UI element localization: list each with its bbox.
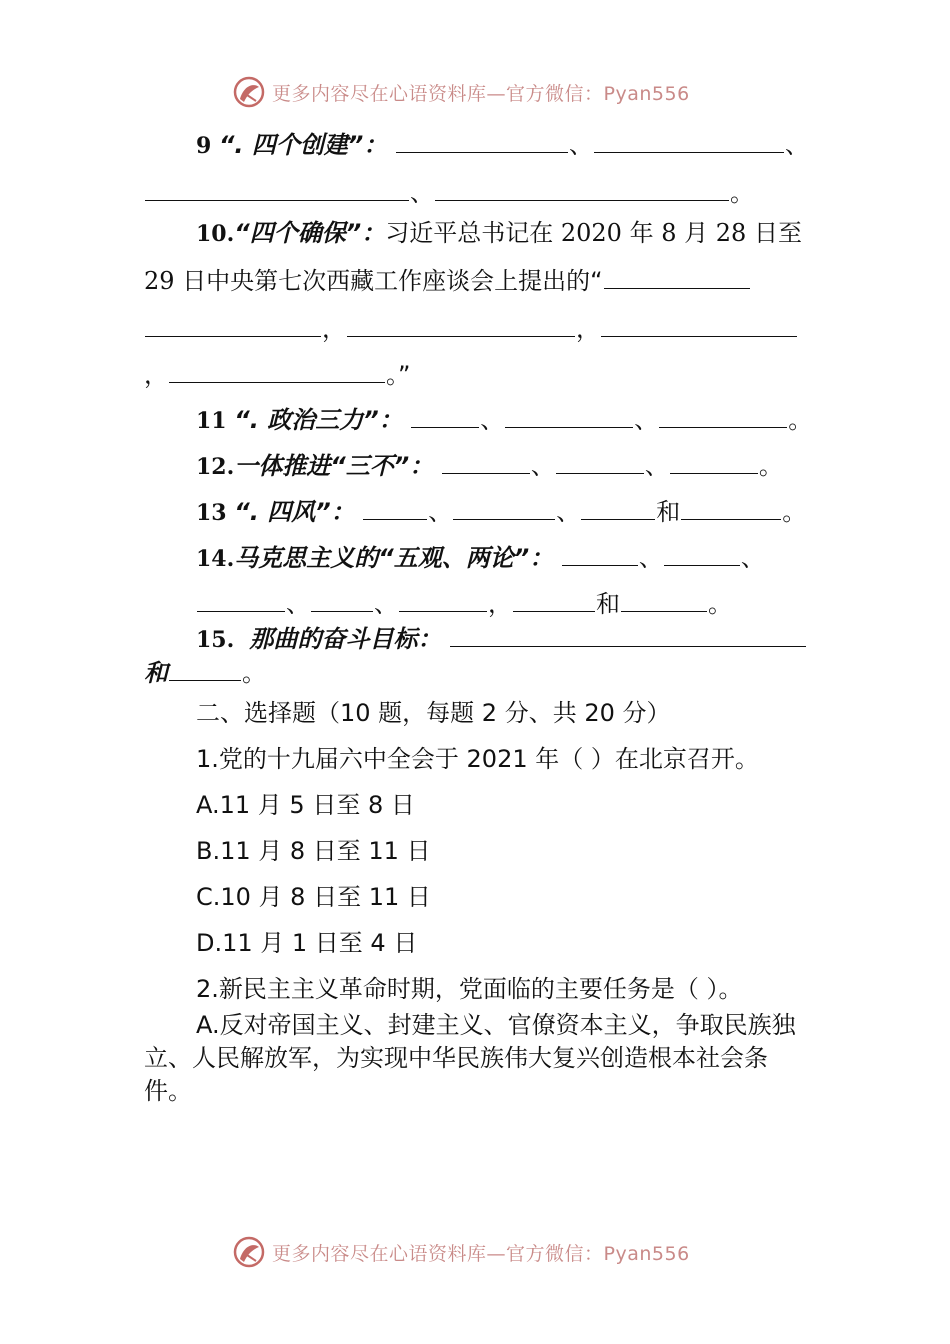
fill-question-10-cont2: ， ，	[144, 312, 798, 344]
fill-question-15-cont: 和 。	[144, 656, 266, 688]
choice-option-1a: A.11 月 5 日至 8 日	[196, 791, 415, 819]
choice-option-2a: A.反对帝国主义、封建主义、官僚资本主义，争取民族独立、人民解放军，为实现中华民族伟大复兴创造根本社会条件。	[144, 1011, 796, 1105]
fill-question-9-cont: 、 。	[144, 176, 754, 208]
fill-question-13: 13 “. 四风”： 、 、 和 。	[196, 495, 806, 528]
section-title-choice: 二、选择题（10 题，每题 2 分、共 20 分）	[196, 699, 671, 727]
header-watermark	[232, 74, 732, 110]
choice-question-1: 1.党的十九届六中全会于 2021 年（ ）在北京召开。	[196, 745, 759, 773]
watermark-text: 更多内容尽在心语资料库—官方微信：Pyan556	[272, 82, 690, 105]
logo-icon	[232, 1235, 266, 1269]
fill-question-10-cont1: 29 日中央第七次西藏工作座谈会上提出的“	[144, 264, 751, 296]
fill-question-14: 14.马克思主义的“五观、两论”： 、 、	[196, 541, 765, 574]
choice-question-2: 2.新民主主义革命时期，党面临的主要任务是（ ）。	[196, 975, 743, 1003]
choice-option-1d: D.11 月 1 日至 4 日	[196, 929, 418, 957]
fill-question-9: 9 “. 四个创建”： 、 、	[196, 128, 809, 161]
choice-option-1c: C.10 月 8 日至 11 日	[196, 883, 431, 911]
fill-question-10: 10.“四个确保”：习近平总书记在 2020 年 8 月 28 日至	[196, 219, 802, 247]
footer-watermark	[232, 1234, 732, 1270]
fill-question-12: 12.一体推进“三不”： 、 、 。	[196, 449, 783, 482]
fill-question-11: 11 “. 政治三力”： 、 、 。	[196, 403, 812, 436]
logo-icon	[232, 75, 266, 109]
watermark-text: 更多内容尽在心语资料库—官方微信：Pyan556	[272, 1242, 690, 1265]
fill-question-14-cont: 、 、 ， 和 。	[196, 587, 732, 619]
fill-question-10-cont3: ， 。”	[144, 358, 410, 390]
choice-option-1b: B.11 月 8 日至 11 日	[196, 837, 431, 865]
fill-question-15: 15. 那曲的奋斗目标：	[196, 622, 807, 655]
